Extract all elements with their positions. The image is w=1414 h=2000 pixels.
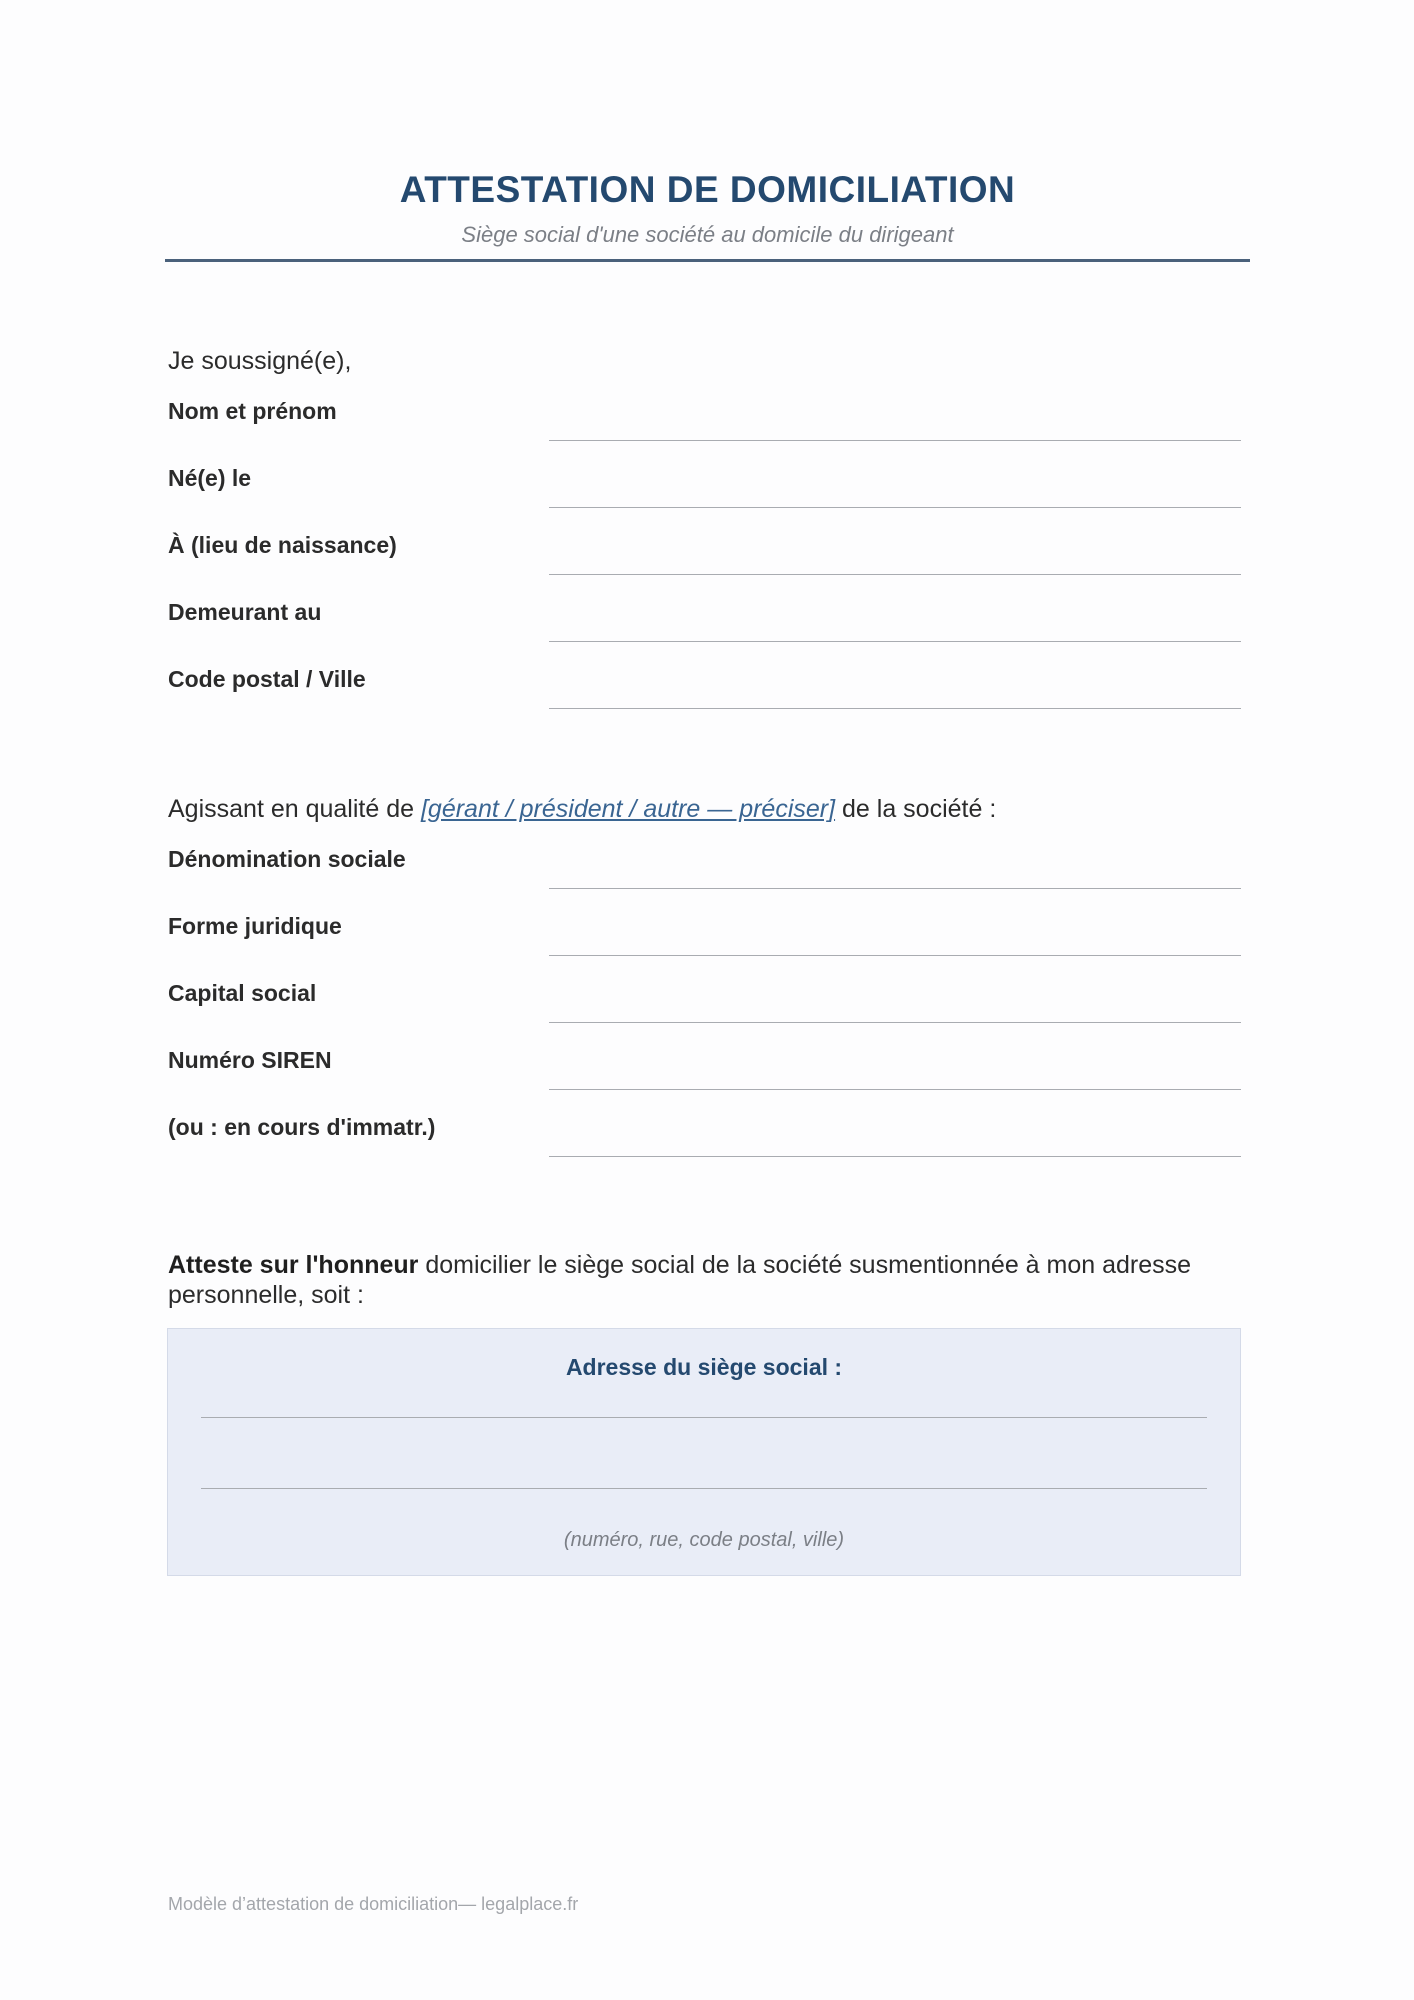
address-box — [167, 1328, 1241, 1576]
field-label: (ou : en cours d'immatr.) — [168, 1114, 436, 1140]
fill-in-line[interactable] — [549, 955, 1241, 956]
field-label: Nom et prénom — [168, 398, 337, 424]
field-nom-prenom — [168, 397, 1241, 464]
page-footer: Modèle d’attestation de domiciliation— legalplace.fr — [168, 1894, 579, 1914]
address-fill-line[interactable] — [201, 1488, 1207, 1489]
field-date-naissance — [168, 464, 1241, 531]
fill-in-line[interactable] — [549, 888, 1241, 889]
person-fields — [168, 397, 1241, 732]
qualite-prefix: Agissant en qualité de — [168, 795, 421, 823]
qualite-placeholder-link[interactable]: [gérant / président / autre — préciser] — [420, 795, 836, 823]
field-capital-social — [168, 979, 1241, 1046]
fill-in-line[interactable] — [549, 1089, 1241, 1090]
field-label: À (lieu de naissance) — [168, 532, 397, 558]
field-label: Né(e) le — [168, 465, 252, 491]
document-title: ATTESTATION DE DOMICILIATION — [399, 169, 1016, 210]
field-label: Forme juridique — [168, 913, 342, 939]
address-fill-line[interactable] — [201, 1417, 1207, 1418]
qualite-suffix: de la société : — [835, 795, 997, 823]
header-divider — [165, 259, 1250, 262]
document-header — [165, 165, 1250, 249]
field-siren — [168, 1046, 1241, 1113]
intro-text: Je soussigné(e), — [168, 347, 352, 375]
fill-in-line[interactable] — [549, 641, 1241, 642]
atteste-bold: Atteste sur l'honneur — [168, 1251, 419, 1279]
document-subtitle: Siège social d'une société au domicile du dirigeant — [461, 222, 954, 247]
fill-in-line[interactable] — [549, 507, 1241, 508]
field-label: Dénomination sociale — [168, 846, 406, 872]
address-box-title: Adresse du siège social : — [565, 1354, 843, 1380]
field-demeurant — [168, 598, 1241, 665]
fill-in-line[interactable] — [549, 708, 1241, 709]
field-label: Code postal / Ville — [168, 666, 366, 692]
fill-in-line[interactable] — [549, 574, 1241, 575]
field-denomination — [168, 845, 1241, 912]
field-forme-juridique — [168, 912, 1241, 979]
atteste-text: domicilier le siège social de la société susmentionnée à mon adresse personnelle, soit : — [168, 1251, 1192, 1309]
field-lieu-naissance — [168, 531, 1241, 598]
field-label: Numéro SIREN — [168, 1047, 332, 1073]
fill-in-line[interactable] — [549, 440, 1241, 441]
company-fields — [168, 845, 1241, 1180]
qualite-sentence — [168, 795, 996, 824]
field-label: Demeurant au — [168, 599, 322, 625]
fill-in-line[interactable] — [549, 1022, 1241, 1023]
field-code-postal-ville — [168, 665, 1241, 732]
field-en-cours-immatriculation — [168, 1113, 1241, 1180]
field-label: Capital social — [168, 980, 317, 1006]
atteste-paragraph — [168, 1250, 1243, 1310]
fill-in-line[interactable] — [549, 1156, 1241, 1157]
address-hint: (numéro, rue, code postal, ville) — [563, 1529, 845, 1551]
